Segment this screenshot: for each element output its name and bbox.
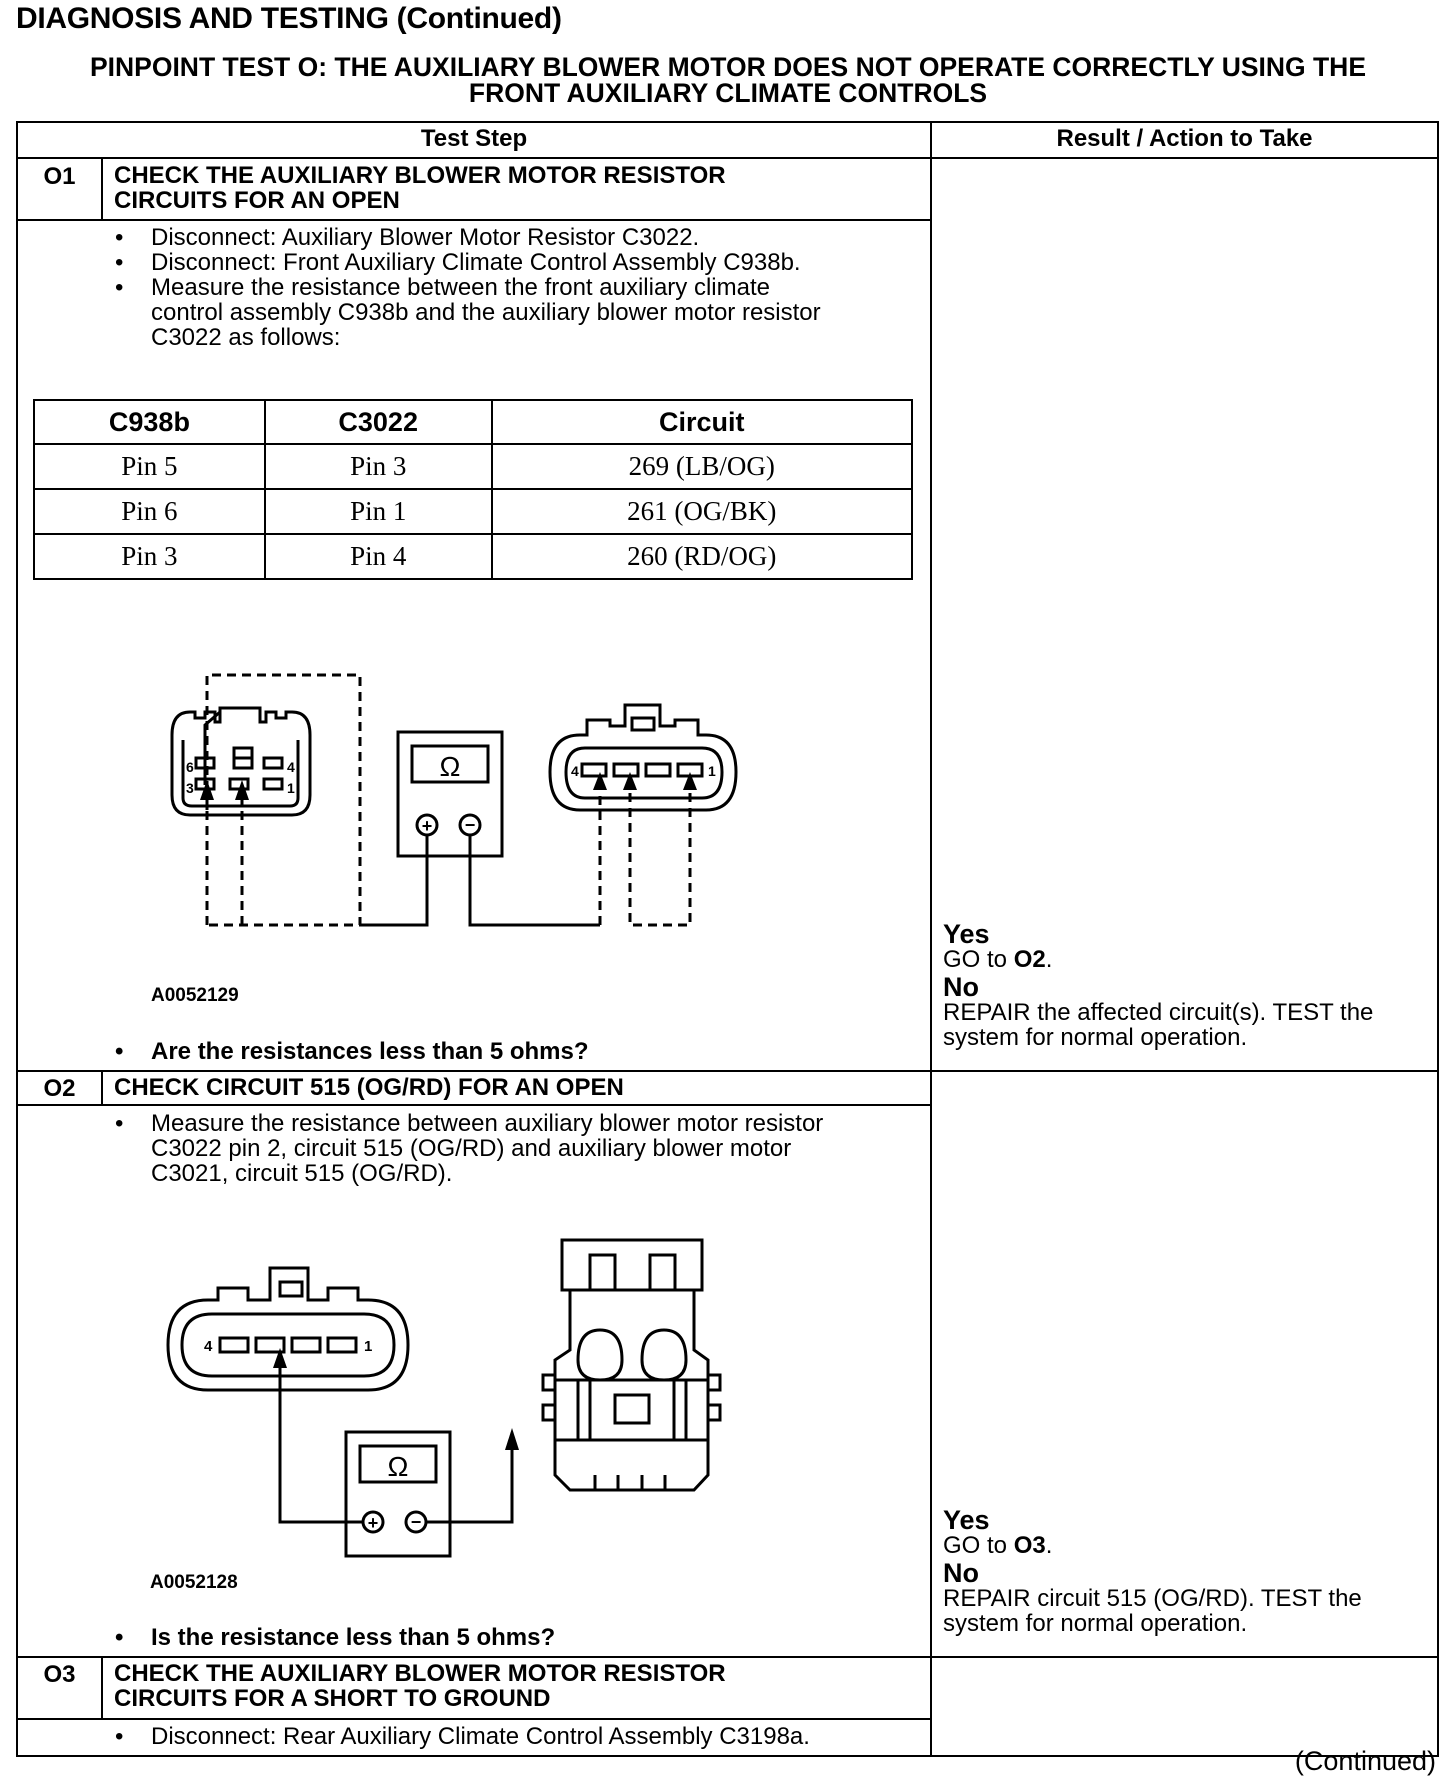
- no-action-line2: system for normal operation.: [943, 1024, 1248, 1051]
- step-o1-question: [115, 1038, 589, 1066]
- table-cell: 261 (OG/BK): [492, 489, 912, 534]
- connector-c3022-o2: [168, 1268, 408, 1390]
- step-o2-result: [943, 1505, 1362, 1637]
- step-title-o2: CHECK CIRCUIT 515 (OG/RD) FOR AN OPEN: [114, 1074, 624, 1101]
- minus-terminal-label: −: [410, 1512, 422, 1532]
- list-item-continued: [151, 300, 821, 325]
- list-item-continued: [151, 1161, 823, 1186]
- no-action-line1: REPAIR the affected circuit(s). TEST the: [943, 999, 1374, 1026]
- connector-c3022-o1: [550, 705, 736, 810]
- table-cell: 269 (LB/OG): [492, 444, 912, 489]
- no-label: No: [943, 1558, 979, 1588]
- yes-action: [943, 947, 1373, 972]
- bullet-text: Measure the resistance between auxiliary blower motor resistor: [151, 1110, 824, 1137]
- step-o1-instructions: [115, 224, 821, 351]
- bullet-dot: •: [115, 1624, 124, 1651]
- column-header-result: Result / Action to Take: [1056, 125, 1313, 152]
- yes-label: Yes: [943, 1505, 990, 1535]
- table-cell: Pin 5: [34, 444, 265, 489]
- step-o1-result: [943, 919, 1374, 1051]
- ohm-symbol: Ω: [439, 751, 461, 782]
- table-header-row: [34, 400, 912, 444]
- pin-label: 1: [287, 780, 295, 796]
- continued-label: (Continued): [1294, 1746, 1436, 1776]
- circuit-diagram-o1: [150, 660, 770, 935]
- circuit-diagram-o2: [160, 1230, 750, 1580]
- bullet-text: Disconnect: Auxiliary Blower Motor Resistor C3022.: [151, 224, 700, 251]
- table-cell: Pin 3: [265, 444, 492, 489]
- question-text: Are the resistances less than 5 ohms?: [151, 1038, 589, 1065]
- table-row: [34, 444, 912, 489]
- goto-step-link[interactable]: O2: [1013, 946, 1046, 973]
- pin-label: 6: [186, 759, 194, 775]
- list-item: • Disconnect: Rear Auxiliary Climate Control Assembly C3198a.: [115, 1723, 810, 1750]
- no-label: No: [943, 972, 979, 1002]
- yes-label: Yes: [943, 919, 990, 949]
- yes-action-suffix: .: [1045, 1532, 1053, 1559]
- yes-action-suffix: .: [1045, 946, 1053, 973]
- pin-label: 4: [204, 1338, 213, 1355]
- list-item-continued: [151, 325, 821, 350]
- yes-action: [943, 1533, 1362, 1558]
- page-title: DIAGNOSIS AND TESTING (Continued): [16, 2, 562, 35]
- step-number-o3: O3: [43, 1661, 76, 1688]
- yes-action-text: GO to: [943, 1532, 1014, 1559]
- table-header-cell: Circuit: [492, 400, 912, 444]
- step-title-o1-line2: CIRCUITS FOR AN OPEN: [114, 187, 400, 214]
- list-item-continued: [151, 1136, 823, 1161]
- bullet-text: Measure the resistance between the front auxiliary climate: [151, 274, 770, 301]
- question-text: Is the resistance less than 5 ohms?: [151, 1624, 556, 1651]
- table-row: [34, 489, 912, 534]
- minus-terminal-label: −: [464, 815, 476, 835]
- step-number-o1: O1: [43, 163, 76, 190]
- step-title-o3-line2: CIRCUITS FOR A SHORT TO GROUND: [114, 1685, 551, 1712]
- figure-id-o1: A0052129: [151, 985, 239, 1006]
- yes-action-text: GO to: [943, 946, 1014, 973]
- blower-motor-connector-c3021: [543, 1240, 720, 1490]
- pin-table: [33, 399, 913, 580]
- table-cell: Pin 6: [34, 489, 265, 534]
- no-action-line2: system for normal operation.: [943, 1610, 1248, 1637]
- table-cell: 260 (RD/OG): [492, 534, 912, 579]
- plus-terminal-label: +: [421, 816, 433, 836]
- list-item: • Disconnect: Front Auxiliary Climate Control Assembly C938b.: [115, 249, 801, 276]
- pin-label: 1: [364, 1338, 373, 1355]
- table-header-cell: C3022: [265, 400, 492, 444]
- bullet-dot: •: [115, 1038, 124, 1065]
- bullet-text: C3022 pin 2, circuit 515 (OG/RD) and auxiliary blower motor: [151, 1135, 792, 1162]
- step-title-o3: [114, 1661, 726, 1711]
- goto-step-link[interactable]: O3: [1013, 1532, 1046, 1559]
- column-header-test-step: Test Step: [420, 125, 528, 152]
- pin-label: 4: [571, 763, 579, 779]
- bullet-text: Disconnect: Front Auxiliary Climate Control Assembly C938b.: [151, 249, 801, 276]
- ohm-symbol: Ω: [387, 1451, 409, 1482]
- plus-terminal-label: +: [367, 1513, 379, 1533]
- table-header-cell: C938b: [34, 400, 265, 444]
- pin-label: 4: [287, 759, 295, 775]
- pinpoint-test-title: [20, 54, 1436, 106]
- step-o2-question: [115, 1624, 556, 1652]
- no-action-line1: REPAIR circuit 515 (OG/RD). TEST the: [943, 1585, 1362, 1612]
- bullet-text: Disconnect: Rear Auxiliary Climate Control Assembly C3198a.: [151, 1723, 810, 1750]
- pinpoint-title-line2: FRONT AUXILIARY CLIMATE CONTROLS: [468, 78, 988, 108]
- step-o2-instructions: [115, 1110, 824, 1187]
- step-o3-instructions: [115, 1723, 810, 1750]
- bullet-text: C3022 as follows:: [151, 324, 341, 351]
- table-cell: Pin 4: [265, 534, 492, 579]
- list-item: • Measure the resistance between auxiliary blower motor resistor: [115, 1110, 824, 1137]
- step-number-o2: O2: [43, 1075, 76, 1102]
- table-cell: Pin 3: [34, 534, 265, 579]
- pin-label: 1: [708, 763, 716, 779]
- figure-id-o2: A0052128: [150, 1572, 238, 1593]
- step-title-o1-line1: CHECK THE AUXILIARY BLOWER MOTOR RESISTOR: [114, 162, 726, 189]
- step-title-o3-line1: CHECK THE AUXILIARY BLOWER MOTOR RESISTOR: [114, 1660, 726, 1687]
- list-item: • Disconnect: Auxiliary Blower Motor Resistor C3022.: [115, 224, 700, 251]
- step-title-o1: [114, 163, 726, 213]
- pinpoint-title-line1: PINPOINT TEST O: THE AUXILIARY BLOWER MOTOR DOES NOT OPERATE CORRECTLY USING THE: [89, 52, 1366, 82]
- table-row: [34, 534, 912, 579]
- table-cell: Pin 1: [265, 489, 492, 534]
- pin-label: 3: [186, 780, 194, 796]
- bullet-text: control assembly C938b and the auxiliary blower motor resistor: [151, 299, 821, 326]
- list-item: • Measure the resistance between the front auxiliary climate: [115, 274, 770, 301]
- bullet-text: C3021, circuit 515 (OG/RD).: [151, 1160, 453, 1187]
